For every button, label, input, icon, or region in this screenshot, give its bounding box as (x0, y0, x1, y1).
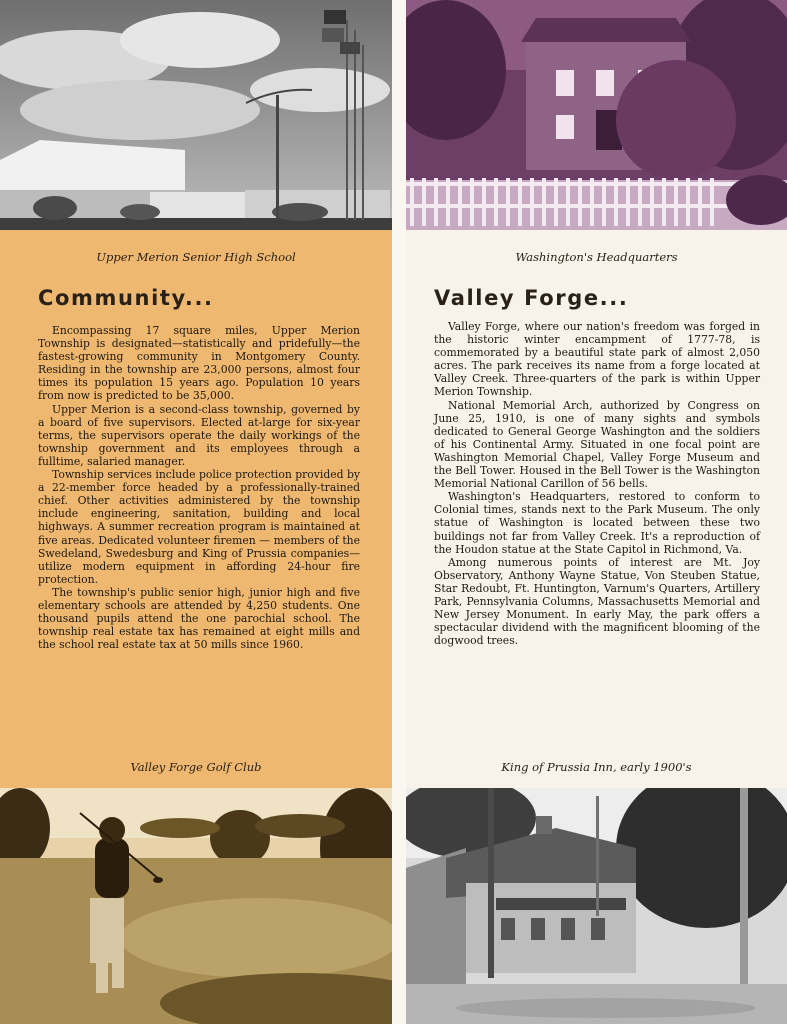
community-panel (0, 230, 392, 788)
valley-forge-heading: Valley Forge... (434, 286, 629, 310)
valley-forge-body (434, 320, 760, 647)
community-paragraph: Encompassing 17 square miles, Upper Merion Township is designated—statistically and pridefully—the fastest-growing community in Montgomery County. Residing in the township are 23,000 persons, almost four times its population 15 years ago. Population 10 years from now is predicted to be 35,000. (38, 324, 360, 403)
community-paragraph: Township services include police protection provided by a 22-member force headed by a professionally-trained chief. Other activities administered by the township include engineering, sanitation, building and local highways. A summer recreation program is maintained at five areas. Dedicated volunteer firemen — members of the Swedeland, Swedesburg and King of Prussia companies—utilize modern equipment in affording 24-hour fire protection. (38, 468, 360, 586)
community-paragraph: The township's public senior high, junior high and five elementary schools are attended by 4,250 students. One thousand pupils attend the one parochial school. The township real estate tax has remained at eight mills and the school real estate tax at 50 mills since 1960. (38, 585, 360, 652)
valley-forge-paragraph: National Memorial Arch, authorized by Congress on June 25, 1910, is one of many sights and symbols dedicated to General George Washington and the soldiers of his Continental Army. Situated in one focal point are Washington Memorial Chapel, Valley Forge Museum and the Bell Tower. Housed in the Bell Tower is the Washington Memorial National Carillon of 56 bells. (434, 398, 760, 491)
valley-forge-paragraph: Among numerous points of interest are Mt. Joy Observatory, Anthony Wayne Statue, Von Steuben Statue, Star Redoubt, Ft. Huntington, Varnum's Quarters, Artillery Park, Pennsylvania Columns, Massachusetts Memorial and New Jersey Monument. In early May, the park offers a spectacular dividend with the magnificent blooming of the dogwood trees. (434, 555, 760, 648)
community-body (38, 324, 360, 651)
school-caption: Upper Merion Senior High School (96, 250, 296, 264)
valley-forge-paragraph: Valley Forge, where our nation's freedom was forged in the historic winter encampment of 1777-78, is commemorated by a beautiful state park of almost 2,050 acres. The park receives its name from a forge located at Valley Creek. Three-quarters of the park is within Upper Merion Township. (434, 320, 760, 399)
inn-caption: King of Prussia Inn, early 1900's (501, 760, 692, 774)
golf-photo (0, 788, 392, 1024)
community-heading: Community... (38, 286, 214, 310)
valley-forge-panel (406, 230, 787, 788)
headquarters-caption: Washington's Headquarters (515, 250, 678, 264)
inn-photo (406, 788, 787, 1024)
community-paragraph: Upper Merion is a second-class township, governed by a board of five supervisors. Elected at-large for six-year terms, the supervisors operate the daily workings of the township government and its employees through a fulltime, salaried manager. (38, 402, 360, 468)
school-photo (0, 0, 392, 230)
golf-caption: Valley Forge Golf Club (130, 760, 262, 774)
center-gutter (392, 0, 406, 1024)
valley-forge-paragraph: Washington's Headquarters, restored to conform to Colonial times, stands next to the Park Museum. The only statue of Washington is located between these two buildings not far from Valley Creek. It's a reproduction of the Houdon statue at the State Capitol in Richmond, Va. (434, 490, 760, 556)
headquarters-photo (406, 0, 787, 230)
